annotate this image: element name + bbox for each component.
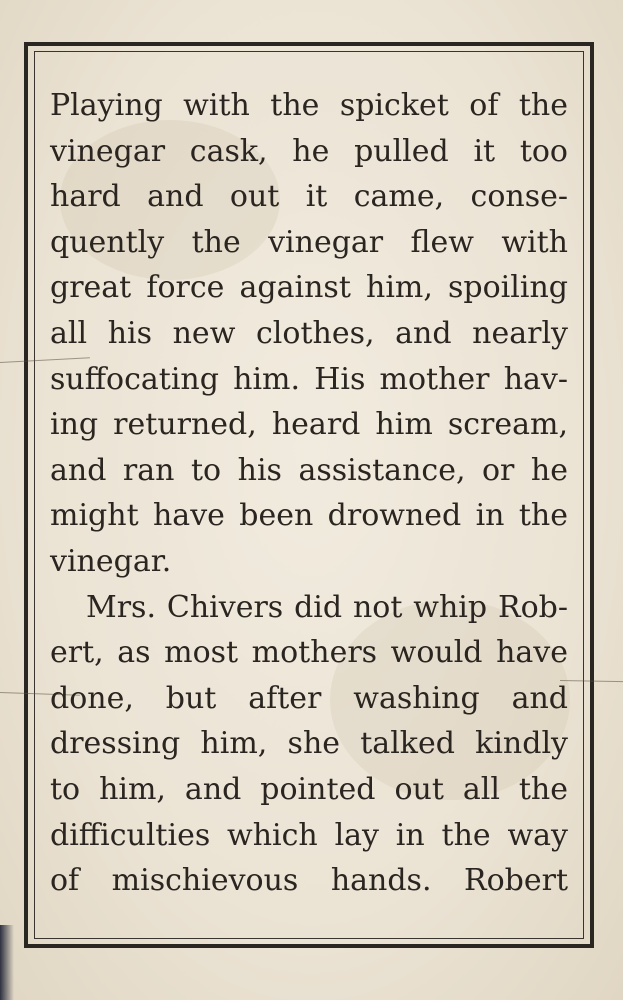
document-text — [50, 83, 568, 904]
text-line: hard and out it came, conse- — [50, 179, 568, 215]
text-line: done, but after washing and — [50, 680, 568, 716]
text-line: quently the vinegar flew with — [50, 224, 568, 260]
text-line: of mischievous hands. Robert — [50, 863, 568, 899]
text-line: vinegar. — [50, 543, 172, 579]
text-line: to him, and pointed out all the — [50, 771, 568, 807]
text-line: ing returned, heard him scream, — [50, 407, 568, 443]
text-line: ert, as most mothers would have — [50, 635, 568, 671]
text-line: difficulties which lay in the way — [50, 817, 568, 853]
text-line: great force against him, spoiling — [50, 270, 568, 306]
text-line: and ran to his assistance, or he — [50, 452, 568, 488]
text-line: Playing with the spicket of the — [50, 88, 568, 123]
text-line: vinegar cask, he pulled it too — [50, 133, 568, 169]
text-line: might have been drowned in the — [50, 498, 568, 534]
text-line: suffocating him. His mother hav- — [50, 361, 568, 397]
text-line: dressing him, she talked kindly — [50, 726, 568, 762]
text-line: Mrs. Chivers did not whip Rob- — [86, 589, 568, 625]
text-line: all his new clothes, and nearly — [50, 315, 568, 351]
page-edge-shadow — [0, 925, 14, 1000]
